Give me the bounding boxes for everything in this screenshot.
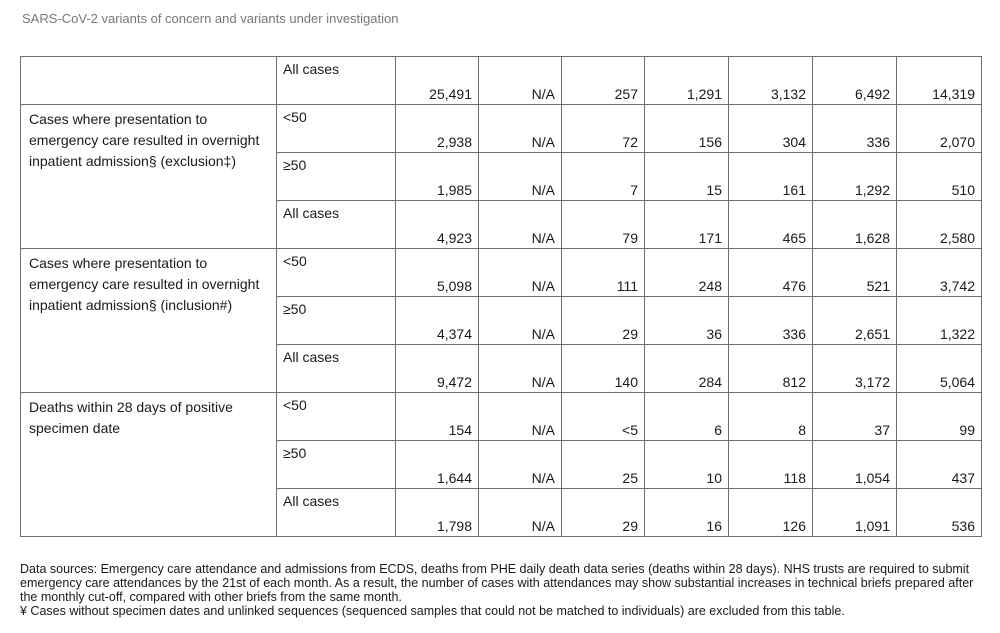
value-cell: N/A <box>479 57 562 105</box>
value-cell: 2,580 <box>897 201 982 249</box>
age-band-cell: <50 <box>277 105 396 153</box>
age-band-cell: All cases <box>277 57 396 105</box>
value-cell: 336 <box>729 297 813 345</box>
value-cell: 25,491 <box>396 57 479 105</box>
value-cell: 1,985 <box>396 153 479 201</box>
value-cell: N/A <box>479 105 562 153</box>
group-label-cell: Deaths within 28 days of positive specimen date <box>21 393 277 537</box>
value-cell: 284 <box>645 345 729 393</box>
age-band-cell: ≥50 <box>277 153 396 201</box>
value-cell: 29 <box>562 489 645 537</box>
age-band-cell: <50 <box>277 249 396 297</box>
value-cell: 1,798 <box>396 489 479 537</box>
table-row <box>21 249 982 297</box>
value-cell: 6 <box>645 393 729 441</box>
value-cell: 476 <box>729 249 813 297</box>
value-cell: 1,291 <box>645 57 729 105</box>
value-cell: 521 <box>813 249 897 297</box>
value-cell: 3,172 <box>813 345 897 393</box>
value-cell: 14,319 <box>897 57 982 105</box>
value-cell: 126 <box>729 489 813 537</box>
age-band-cell: All cases <box>277 345 396 393</box>
value-cell: 154 <box>396 393 479 441</box>
value-cell: 1,644 <box>396 441 479 489</box>
value-cell: 3,132 <box>729 57 813 105</box>
value-cell: 3,742 <box>897 249 982 297</box>
age-band-cell: ≥50 <box>277 297 396 345</box>
value-cell: N/A <box>479 249 562 297</box>
value-cell: N/A <box>479 441 562 489</box>
group-label-cell: Cases where presentation to emergency care resulted in overnight inpatient admission§ (inclusion#) <box>21 249 277 393</box>
value-cell: 5,098 <box>396 249 479 297</box>
value-cell: 1,054 <box>813 441 897 489</box>
group-label-cell <box>21 57 277 105</box>
group-label-cell: Cases where presentation to emergency care resulted in overnight inpatient admission§ (exclusion‡) <box>21 105 277 249</box>
value-cell: 161 <box>729 153 813 201</box>
value-cell: 99 <box>897 393 982 441</box>
value-cell: 72 <box>562 105 645 153</box>
value-cell: 29 <box>562 297 645 345</box>
value-cell: 6,492 <box>813 57 897 105</box>
value-cell: 171 <box>645 201 729 249</box>
value-cell: 4,923 <box>396 201 479 249</box>
age-band-cell: ≥50 <box>277 441 396 489</box>
value-cell: N/A <box>479 297 562 345</box>
value-cell: N/A <box>479 489 562 537</box>
value-cell: N/A <box>479 345 562 393</box>
value-cell: 25 <box>562 441 645 489</box>
value-cell: 36 <box>645 297 729 345</box>
value-cell: 140 <box>562 345 645 393</box>
value-cell: 510 <box>897 153 982 201</box>
value-cell: 2,651 <box>813 297 897 345</box>
table-row <box>21 57 982 105</box>
table-row <box>21 393 982 441</box>
value-cell: 1,091 <box>813 489 897 537</box>
value-cell: 111 <box>562 249 645 297</box>
variants-table <box>20 56 982 537</box>
value-cell: 16 <box>645 489 729 537</box>
value-cell: 4,374 <box>396 297 479 345</box>
value-cell: 79 <box>562 201 645 249</box>
value-cell: 304 <box>729 105 813 153</box>
value-cell: 15 <box>645 153 729 201</box>
value-cell: 257 <box>562 57 645 105</box>
value-cell: 8 <box>729 393 813 441</box>
age-band-cell: All cases <box>277 489 396 537</box>
data-sources-note: Data sources: Emergency care attendance and admissions from ECDS, deaths from PHE daily death data series (deaths within 28 days). NHS trusts are required to submit emergency care attendances by the 21st of each month. As a result, the number of cases with attendances may show substantial increases in technical briefs prepared after the monthly cut-off, compared with other briefs from the same month. <box>20 562 974 604</box>
value-cell: 437 <box>897 441 982 489</box>
age-band-cell: <50 <box>277 393 396 441</box>
value-cell: 156 <box>645 105 729 153</box>
value-cell: <5 <box>562 393 645 441</box>
value-cell: 465 <box>729 201 813 249</box>
exclusion-note: ¥ Cases without specimen dates and unlinked sequences (sequenced samples that could not be matched to individuals) are excluded from this table. <box>20 604 845 618</box>
value-cell: 2,938 <box>396 105 479 153</box>
value-cell: 536 <box>897 489 982 537</box>
value-cell: 812 <box>729 345 813 393</box>
value-cell: 7 <box>562 153 645 201</box>
table-body <box>21 57 982 537</box>
page-title: SARS-CoV-2 variants of concern and variants under investigation <box>22 11 399 26</box>
value-cell: N/A <box>479 153 562 201</box>
table-row <box>21 105 982 153</box>
value-cell: 336 <box>813 105 897 153</box>
value-cell: 9,472 <box>396 345 479 393</box>
notes <box>20 562 980 618</box>
value-cell: 10 <box>645 441 729 489</box>
value-cell: 1,628 <box>813 201 897 249</box>
value-cell: 1,322 <box>897 297 982 345</box>
value-cell: N/A <box>479 201 562 249</box>
value-cell: 5,064 <box>897 345 982 393</box>
value-cell: 118 <box>729 441 813 489</box>
value-cell: 2,070 <box>897 105 982 153</box>
value-cell: N/A <box>479 393 562 441</box>
value-cell: 248 <box>645 249 729 297</box>
value-cell: 1,292 <box>813 153 897 201</box>
value-cell: 37 <box>813 393 897 441</box>
age-band-cell: All cases <box>277 201 396 249</box>
